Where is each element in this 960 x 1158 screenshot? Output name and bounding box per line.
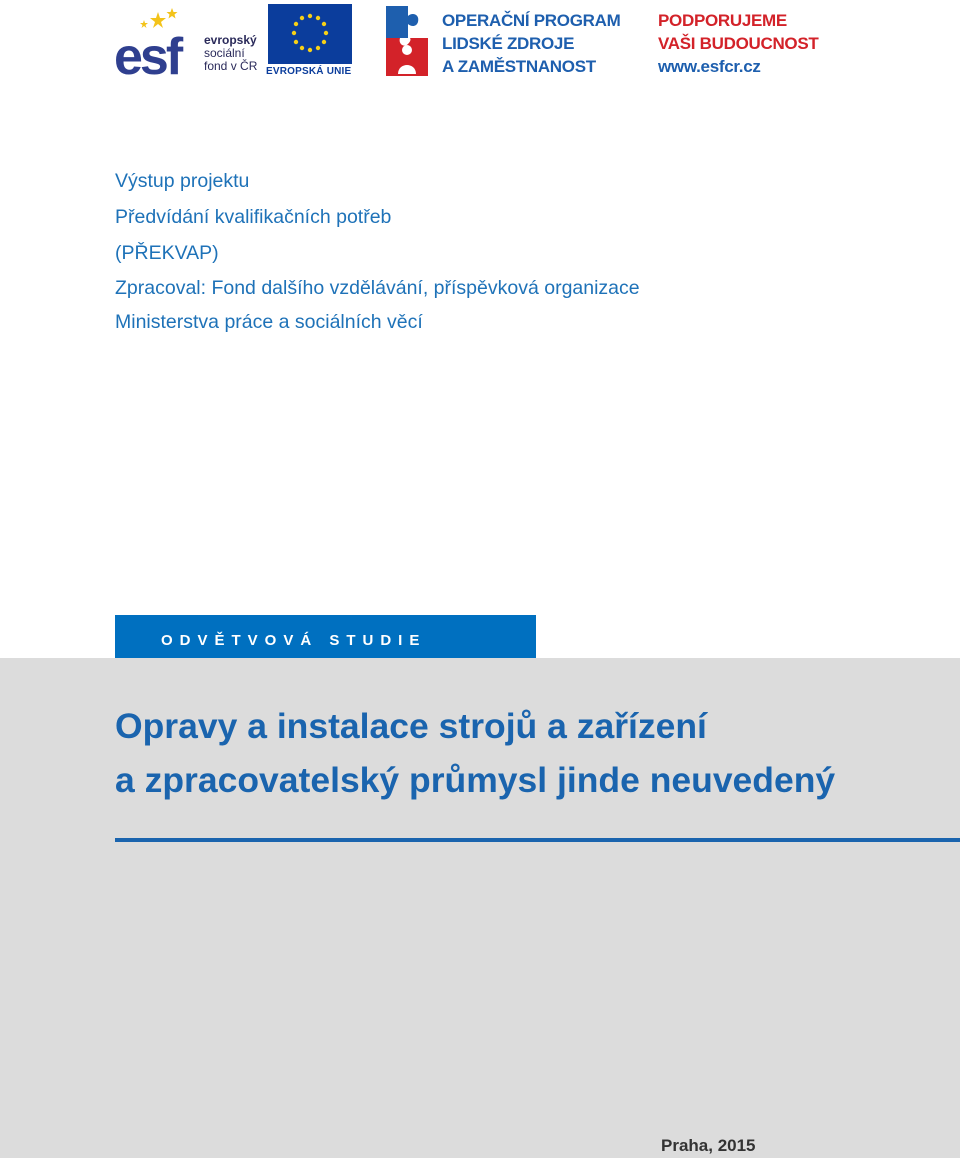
support-line-1: PODPORUJEME [658,11,787,30]
support-logo [658,9,830,78]
project-label: Výstup projektu [115,170,250,192]
study-type-tab: ODVĚTVOVÁ STUDIE [115,615,536,659]
esf-logo [112,4,260,78]
logo-strip [112,4,830,78]
esf-line-2: sociální [204,46,245,60]
op-puzzle-icon [382,4,432,78]
support-line-2: VAŠI BUDOUCNOST [658,34,819,53]
title-panel [0,658,960,1158]
processed-by: Zpracoval: Fond dalšího vzdělávání, příspěvková organizace [115,277,640,299]
title-line-1: Opravy a instalace strojů a zařízení [115,706,707,746]
svg-text:esf: esf [114,28,181,76]
document-title [115,699,835,807]
op-line-3: A ZAMĚSTNANOST [442,57,596,76]
project-abbr: (PŘEKVAP) [115,242,219,264]
esf-line-1: evropský [204,33,257,47]
eu-logo [266,4,356,78]
title-line-2: a zpracovatelský průmysl jinde neuvedený [115,760,836,800]
project-info [115,163,640,339]
op-text [442,9,620,78]
eu-label: EVROPSKÁ UNIE [266,66,352,77]
op-logo [382,4,640,78]
support-text [658,9,830,78]
support-url[interactable]: www.esfcr.cz [658,57,761,76]
op-line-2: LIDSKÉ ZDROJE [442,34,575,53]
esf-text [204,34,257,73]
ministry: Ministerstva práce a sociálních věcí [115,311,423,333]
esf-line-3: fond v ČR [204,59,258,73]
esf-mark-icon [114,6,202,76]
eu-flag-icon [268,4,352,64]
project-name: Předvídání kvalifikačních potřeb [115,206,392,228]
title-divider [115,838,960,842]
place-date: Praha, 2015 [661,1136,756,1155]
op-line-1: OPERAČNÍ PROGRAM [442,11,621,30]
